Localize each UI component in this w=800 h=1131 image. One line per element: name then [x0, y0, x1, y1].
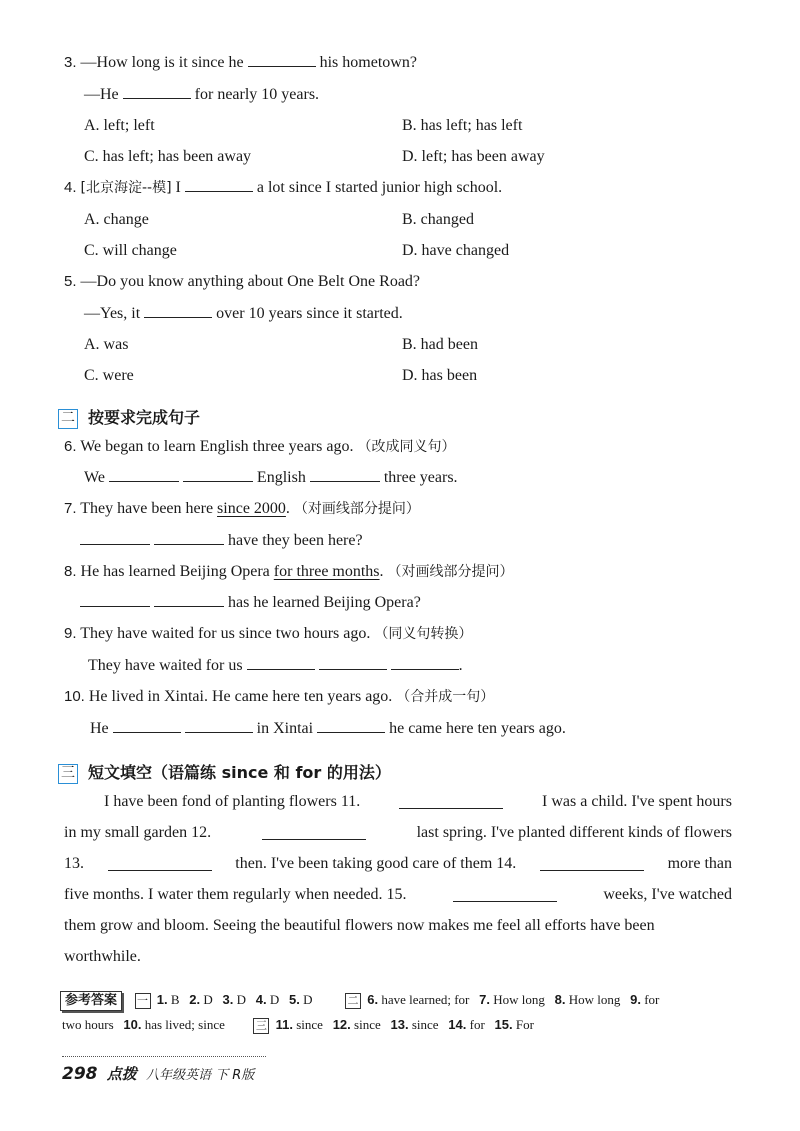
section3-badge: 三	[58, 764, 78, 784]
answer-blank-15[interactable]	[453, 887, 557, 902]
answer-item: 4. D	[255, 992, 280, 1007]
passage-line: worthwhile.	[64, 948, 141, 965]
underlined-phrase: for three months	[273, 563, 380, 580]
answer-key-line2	[62, 1017, 534, 1034]
passage-line: 13. then. I've been taking good care of them 14. more than	[64, 855, 732, 872]
answer-blank[interactable]	[247, 655, 315, 670]
answer-item: 12. since	[332, 1017, 381, 1032]
q6-answer-line: We English three years.	[84, 469, 458, 486]
answer-item: 2. D	[189, 992, 213, 1007]
answer-blank[interactable]	[113, 718, 181, 733]
answer-blank[interactable]	[319, 655, 387, 670]
page-footer	[62, 1063, 254, 1084]
cloze-passage	[64, 786, 732, 972]
section3-title: 短文填空（语篇练 since 和 for 的用法）	[88, 763, 391, 782]
q5-option-b[interactable]: B. had been	[402, 336, 478, 353]
section2-title: 按要求完成句子	[88, 408, 201, 427]
answer-item: 13. since	[390, 1017, 439, 1032]
q4-source-tag: [北京海淀--模]	[80, 180, 172, 196]
q5-option-d[interactable]: D. has been	[402, 367, 478, 384]
q3-option-a[interactable]: A. left; left	[84, 117, 155, 134]
q8-stem: 8. He has learned Beijing Opera for three months. （对画线部分提问）	[64, 563, 514, 580]
answer-item: 8. How long	[554, 992, 621, 1007]
q9-answer-line: They have waited for us .	[88, 657, 463, 674]
q3-option-b[interactable]: B. has left; has left	[402, 117, 523, 134]
answer-item: 14. for	[448, 1017, 485, 1032]
answer-blank[interactable]	[185, 718, 253, 733]
q4-option-a[interactable]: A. change	[84, 211, 149, 228]
answer-item: two hours	[62, 1017, 114, 1032]
answer-item: 6. have learned; for	[367, 992, 470, 1007]
passage-line: five months. I water them regularly when needed. 15. weeks, I've watched	[64, 886, 732, 903]
answer-blank-11[interactable]	[399, 794, 503, 809]
answer-blank[interactable]	[317, 718, 385, 733]
answer-item: 10. has lived; since	[123, 1017, 225, 1032]
underlined-phrase: since 2000	[217, 500, 286, 517]
passage-line: them grow and bloom. Seeing the beautiful flowers now makes me feel all efforts have been	[64, 917, 655, 934]
q3-option-c[interactable]: C. has left; has been away	[84, 148, 252, 165]
answer-item: 1. B	[156, 992, 180, 1007]
answer-sec3-badge: 三	[253, 1018, 269, 1034]
q8-answer-line: has he learned Beijing Opera?	[80, 592, 421, 614]
answer-blank[interactable]	[248, 52, 316, 67]
q10-answer-line: He in Xintai he came here ten years ago.	[90, 720, 566, 737]
answer-item: 9. for	[630, 992, 660, 1007]
section3-heading	[58, 760, 391, 784]
q6-stem: 6. We began to learn English three years ago. （改成同义句）	[64, 438, 456, 455]
answer-blank[interactable]	[109, 467, 179, 482]
passage-line: in my small garden 12. last spring. I've planted different kinds of flowers	[64, 824, 732, 841]
q5-option-a[interactable]: A. was	[84, 336, 129, 353]
answer-blank-14[interactable]	[540, 856, 644, 871]
passage-line: I have been fond of planting flowers 11. I was a child. I've spent hours	[104, 793, 732, 810]
q4-stem: 4. [北京海淀--模] I a lot since I started junior high school.	[64, 179, 503, 196]
answer-blank[interactable]	[123, 84, 191, 99]
section2-badge: 二	[58, 409, 78, 429]
q4-option-b[interactable]: B. changed	[402, 211, 474, 228]
q3-line2: —He for nearly 10 years.	[84, 86, 320, 103]
answer-blank[interactable]	[154, 592, 224, 607]
q10-stem: 10. He lived in Xintai. He came here ten years ago. （合并成一句）	[64, 688, 495, 705]
q3-option-d[interactable]: D. left; has been away	[402, 148, 545, 165]
answer-item: 7. How long	[479, 992, 545, 1007]
answer-blank[interactable]	[144, 303, 212, 318]
answer-sec1-badge: 一	[135, 993, 151, 1009]
q9-stem: 9. They have waited for us since two hours ago. （同义句转换）	[64, 625, 473, 642]
q5-line2: —Yes, it over 10 years since it started.	[84, 305, 403, 322]
answer-item: 15. For	[494, 1017, 534, 1032]
q4-option-c[interactable]: C. will change	[84, 242, 177, 259]
answer-item: 3. D	[222, 992, 246, 1007]
brand-logo: 点拨	[106, 1065, 137, 1083]
q7-stem: 7. They have been here since 2000. （对画线部分提问）	[64, 500, 420, 517]
answer-key-label: 参考答案	[60, 991, 122, 1011]
answer-blank[interactable]	[310, 467, 380, 482]
answer-blank-12[interactable]	[262, 825, 366, 840]
page-number: 298	[62, 1064, 98, 1084]
answer-key-line1	[60, 991, 659, 1011]
answer-blank[interactable]	[80, 592, 150, 607]
answer-blank[interactable]	[80, 530, 150, 545]
answer-blank-13[interactable]	[108, 856, 212, 871]
q7-answer-line: have they been here?	[80, 530, 363, 552]
book-title: 八年级英语 下 R版	[145, 1068, 255, 1083]
q5-option-c[interactable]: C. were	[84, 367, 134, 384]
q4-option-d[interactable]: D. have changed	[402, 242, 510, 259]
q3-line1: 3. —How long is it since he his hometown?	[64, 54, 417, 71]
answer-blank[interactable]	[391, 655, 459, 670]
q5-line1: 5. —Do you know anything about One Belt One Road?	[64, 273, 421, 290]
answer-sec2-badge: 二	[345, 993, 361, 1009]
answer-blank[interactable]	[183, 467, 253, 482]
section2-heading	[58, 405, 200, 429]
answer-item: 5. D	[288, 992, 313, 1007]
footer-divider	[62, 1056, 266, 1057]
answer-item: 11. since	[275, 1017, 323, 1032]
answer-blank[interactable]	[185, 177, 253, 192]
answer-blank[interactable]	[154, 530, 224, 545]
